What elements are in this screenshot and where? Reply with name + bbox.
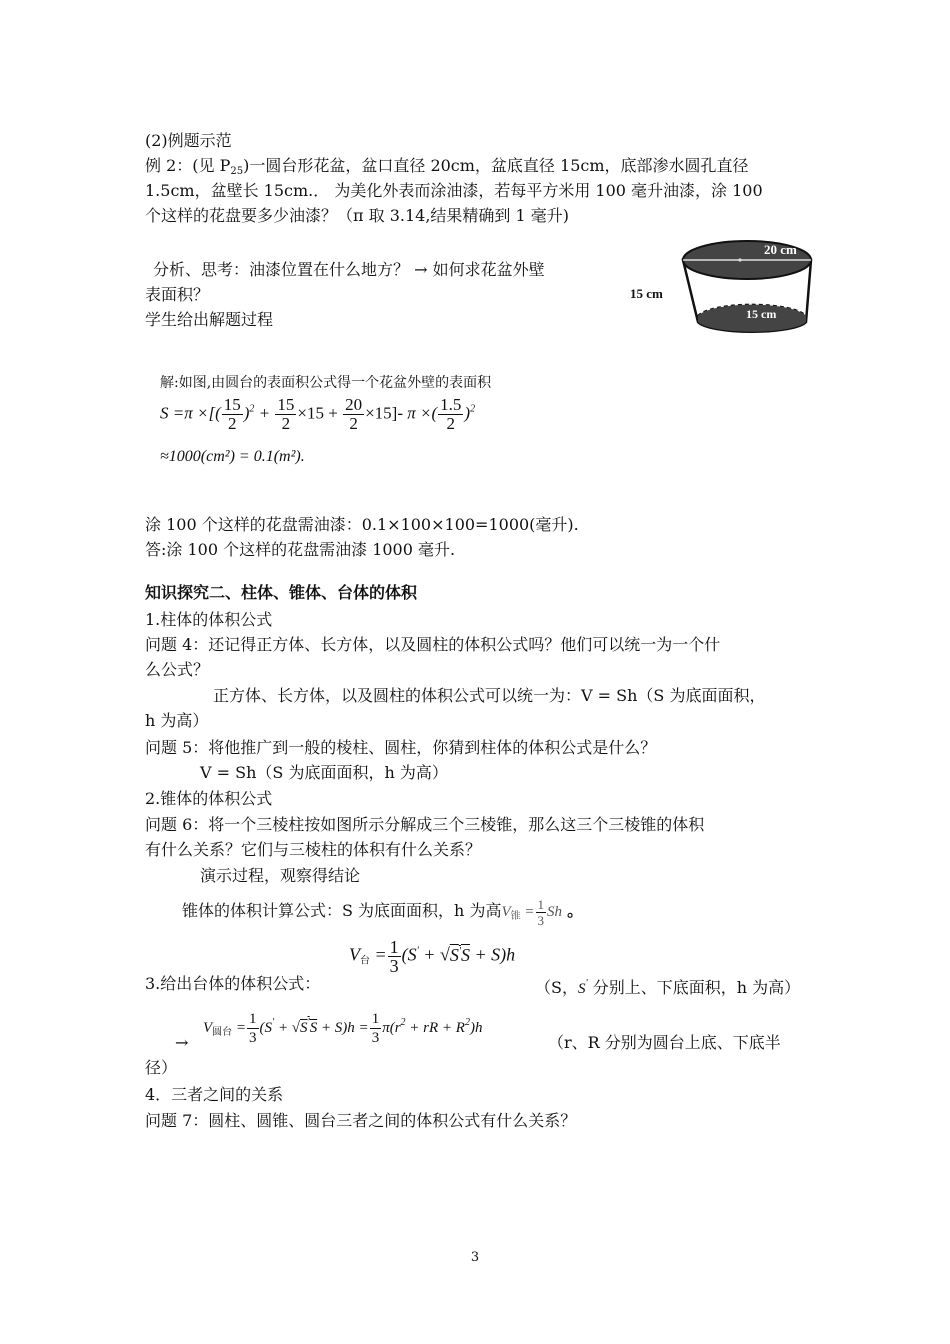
answer-4-line-2: h 为高） bbox=[145, 711, 209, 730]
frustum-title: 3.给出台体的体积公式： bbox=[145, 974, 321, 993]
question-5: 问题 5：将他推广到一般的棱柱、圆柱，你猜到柱体的体积公式是什么？ bbox=[145, 738, 657, 757]
cone-subscript: 锥 bbox=[510, 910, 521, 922]
frustum-note-2b: 径） bbox=[145, 1058, 178, 1077]
answer-5: V = Sh（S 为底面面积，h 为高） bbox=[200, 763, 448, 782]
surface-area-formula: S =π ×[( $\frac{15}{2}$ )$^2$ + $\frac{15}{2}$ ×15 + $\frac{20}{2}$ ×15]- π ×( $\frac{1.5}{2}$ )$^2$ bbox=[160, 395, 476, 433]
example-line-1a: 例 2：(见 P bbox=[145, 156, 231, 175]
question-4-line-1: 问题 4：还记得正方体、长方体，以及圆柱的体积公式吗？他们可以统一为一个什 bbox=[145, 635, 721, 654]
analysis-line-2: 表面积？ bbox=[145, 285, 210, 304]
frustum-note-a: （S， bbox=[535, 978, 578, 997]
cone-title: 2.锥体的体积公式 bbox=[145, 789, 273, 808]
frustum-note: （S，S' 分别上、下底面积，h 为高） bbox=[535, 978, 801, 997]
heading-volume: 知识探究二、柱体、锥体、台体的体积 bbox=[145, 583, 418, 602]
analysis-line-3: 学生给出解题过程 bbox=[145, 310, 274, 329]
answer-4-line-1: 正方体、长方体，以及圆柱的体积公式可以统一为：V = Sh（S 为底面面积， bbox=[213, 686, 766, 705]
question-7: 问题 7：圆柱、圆锥、圆台三者之间的体积公式有什么关系？ bbox=[145, 1111, 577, 1130]
question-6-line-1: 问题 6：将一个三棱柱按如图所示分解成三个三棱锥，那么这三个三棱锥的体积 bbox=[145, 815, 705, 834]
frustum-subscript-2: 圆台 bbox=[212, 1026, 233, 1038]
frustum-note-2: （r、R 分别为圆台上底、下底半 bbox=[548, 1033, 781, 1052]
side-length-label: 15 cm bbox=[630, 286, 663, 301]
question-6-line-2: 有什么关系？它们与三棱柱的体积有什么关系？ bbox=[145, 840, 482, 859]
frustum-formula: V台 = $\frac{1}{3}$ (S' + √S'S + S)h bbox=[349, 937, 516, 976]
solution-intro: 解:如图,由圆台的表面积公式得一个花盆外壁的表面积 bbox=[160, 375, 492, 391]
frustum-note-b: 分别上、下底面积，h 为高） bbox=[592, 978, 801, 997]
question-4-line-2: 么公式？ bbox=[145, 660, 210, 679]
arrow: → bbox=[175, 1033, 189, 1052]
cone-formula-end: 。 bbox=[567, 900, 584, 920]
paint-total: 涂 100 个这样的花盘需油漆：0.1×100×100=1000(毫升). bbox=[145, 515, 579, 534]
flowerpot-figure bbox=[628, 232, 818, 347]
prism-title: 1.柱体的体积公式 bbox=[145, 610, 273, 629]
demo-text: 演示过程，观察得结论 bbox=[200, 866, 361, 885]
example-line-1 bbox=[145, 155, 749, 183]
cone-formula-line: 锥体的体积计算公式：S 为底面面积，h 为高$V_锥$ = $\frac{1}{3}$ Sh 。 bbox=[182, 897, 584, 928]
top-diameter-label: 20 cm bbox=[764, 242, 797, 257]
analysis-line-1: 分析、思考：油漆位置在什么地方？ → 如何求花盆外壁 bbox=[153, 260, 545, 279]
section-title: (2)例题示范 bbox=[145, 131, 232, 150]
page-number: 3 bbox=[470, 1250, 480, 1265]
solution-result: ≈1000(cm²) = 0.1(m²). bbox=[160, 448, 305, 465]
example-line-2: 1.5cm，盆壁长 15cm.． 为美化外表而涂油漆，若每平方米用 100 毫升油漆，涂 100 bbox=[145, 181, 763, 200]
example-line-1b: )一圆台形花盆，盆口直径 20cm，盆底直径 15cm，底部渗水圆孔直径 bbox=[243, 156, 749, 175]
answer: 答:涂 100 个这样的花盘需油漆 1000 毫升. bbox=[145, 540, 456, 559]
example-line-3: 个这样的花盘要多少油漆？（π 取 3.14,结果精确到 1 毫升) bbox=[145, 206, 569, 225]
cone-formula-text: 锥体的体积计算公式：S 为底面面积，h 为高 bbox=[182, 900, 502, 920]
bottom-diameter-label: 15 cm bbox=[746, 307, 777, 321]
cone-frustum-formula: $V_{圆台}$ = $\frac{1}{3}$ (S' + √S'S + S)h = $\frac{1}{3}$ $\pi(r^2$ + rR + $R^2)h$ bbox=[203, 1011, 483, 1046]
relation-title: 4．三者之间的关系 bbox=[145, 1085, 284, 1104]
frustum-subscript: 台 bbox=[360, 955, 370, 967]
example-page-ref: 25 bbox=[230, 166, 244, 177]
